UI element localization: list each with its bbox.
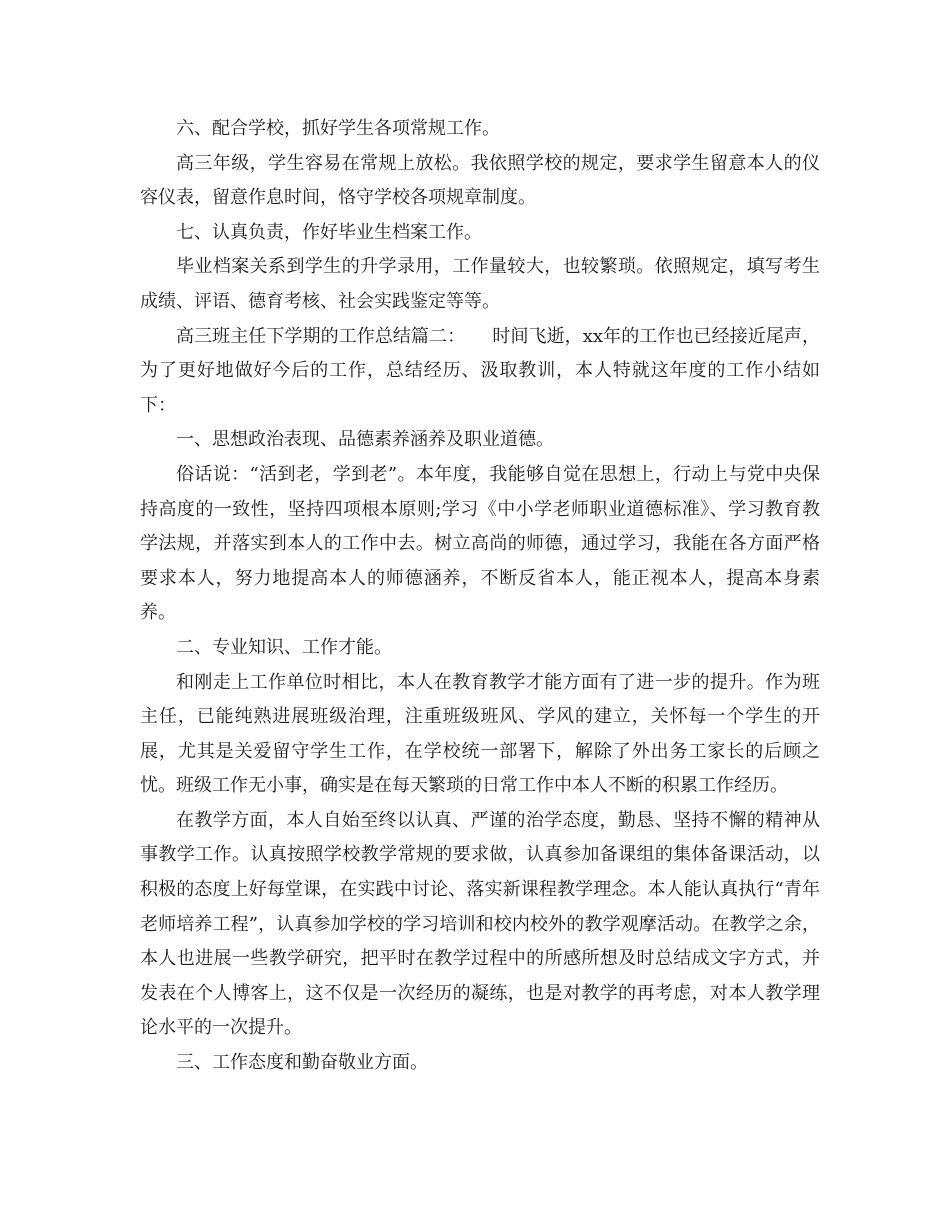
body-paragraph: 在教学方面，本人自始至终以认真、严谨的治学态度，勤恳、坚持不懈的精神从事教学工作。认真按照学校教学常规的要求做，认真参加备课组的集体备课活动，以积极的态度上好每堂课，在实践中讨论、落实新课程教学理念。本人能认真执行“青年老师培养工程”，认真参加学校的学习培训和校内校外的教学观摩活动。在教学之余，本人也进展一些教学研究，把平时在教学过程中的所感所想及时总结成文字方式，并发表在个人博客上，这不仅是一次经历的凝练，也是对教学的再考虑，对本人教学理论水平的一次提升。	[140, 809, 820, 1039]
document-body	[140, 112, 820, 1081]
article-intro-paragraph: 高三班主任下学期的工作总结篇二： 时间飞逝，xx年的工作也已经接近尾声，为了更好地做好今后的工作，总结经历、汲取教训，本人特就这年度的工作小结如下：	[140, 325, 820, 416]
body-paragraph: 毕业档案关系到学生的升学录用，工作量较大，也较繁琐。依照规定，填写考生成绩、评语、德育考核、社会实践鉴定等等。	[140, 256, 820, 312]
section-heading-7: 七、认真负责，作好毕业生档案工作。	[176, 221, 482, 243]
section-heading-2: 二、专业知识、工作才能。	[176, 636, 392, 658]
section-heading-3: 三、工作态度和勤奋敬业方面。	[176, 1052, 428, 1074]
section-heading-1: 一、思想政治表现、品德素养涵养及职业道德。	[176, 429, 554, 451]
body-paragraph: 高三年级，学生容易在常规上放松。我依照学校的规定，要求学生留意本人的仪容仪表，留意作息时间，恪守学校各项规章制度。	[140, 152, 820, 209]
body-paragraph: 俗话说：“活到老，学到老”。本年度，我能够自觉在思想上，行动上与党中央保持高度的一致性，坚持四项根本原则;学习《中小学老师职业道德标准》、学习教育教学法规，并落实到本人的工作中去。树立高尚的师德，通过学习，我能在各方面严格要求本人，努力地提高本人的师德涵养，不断反省本人，能正视本人，提高本身素养。	[140, 463, 820, 624]
section-heading-6: 六、配合学校，抓好学生各项常规工作。	[176, 118, 500, 139]
body-paragraph: 和刚走上工作单位时相比，本人在教育教学才能方面有了进一步的提升。作为班主任，已能纯熟进展班级治理，注重班级班风、学风的建立，关怀每一个学生的开展，尤其是关爱留守学生工作，在学校统一部署下，解除了外出务工家长的后顾之忧。班级工作无小事，确实是在每天繁琐的日常工作中本人不断的积累工作经历。	[140, 671, 820, 797]
